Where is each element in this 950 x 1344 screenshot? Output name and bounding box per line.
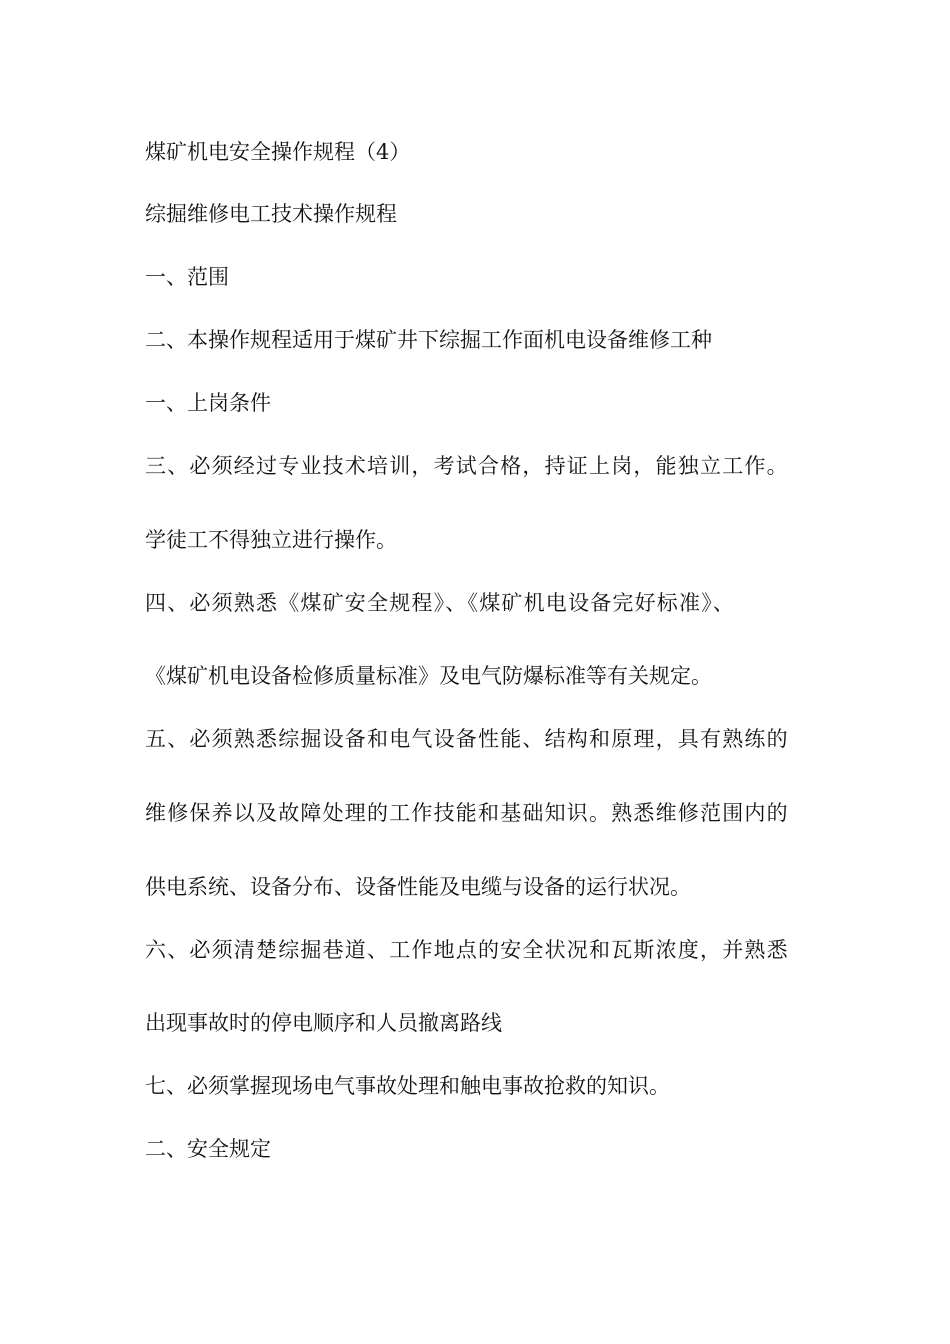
text-line: 学徒工不得独立进行操作。	[145, 528, 397, 552]
text-line: 四、必须熟悉《煤矿安全规程》、《煤矿机电设备完好标准》、	[145, 591, 736, 615]
text-line: 一、范围	[145, 265, 229, 289]
text-line: 五、必须熟悉综掘设备和电气设备性能、结构和原理，具有熟练的	[145, 727, 789, 751]
text-line: 供电系统、设备分布、设备性能及电缆与设备的运行状况。	[145, 875, 691, 899]
text-line: 一、上岗条件	[145, 391, 271, 415]
text-line: 二、本操作规程适用于煤矿井下综掘工作面机电设备维修工种	[145, 328, 712, 352]
text-line: 二、安全规定	[145, 1137, 271, 1161]
text-line: 三、必须经过专业技术培训，考试合格，持证上岗，能独立工作。	[145, 454, 789, 478]
text-line: 《煤矿机电设备检修质量标准》及电气防爆标准等有关规定。	[145, 664, 712, 688]
text-line: 出现事故时的停电顺序和人员撤离路线	[145, 1011, 502, 1035]
document-title: 煤矿机电安全操作规程（4）	[145, 140, 411, 164]
text-line: 维修保养以及故障处理的工作技能和基础知识。熟悉维修范围内的	[145, 801, 789, 825]
text-line: 六、必须清楚综掘巷道、工作地点的安全状况和瓦斯浓度，并熟悉	[145, 938, 789, 962]
document-subtitle: 综掘维修电工技术操作规程	[145, 202, 397, 226]
text-line: 七、必须掌握现场电气事故处理和触电事故抢救的知识。	[145, 1074, 670, 1098]
